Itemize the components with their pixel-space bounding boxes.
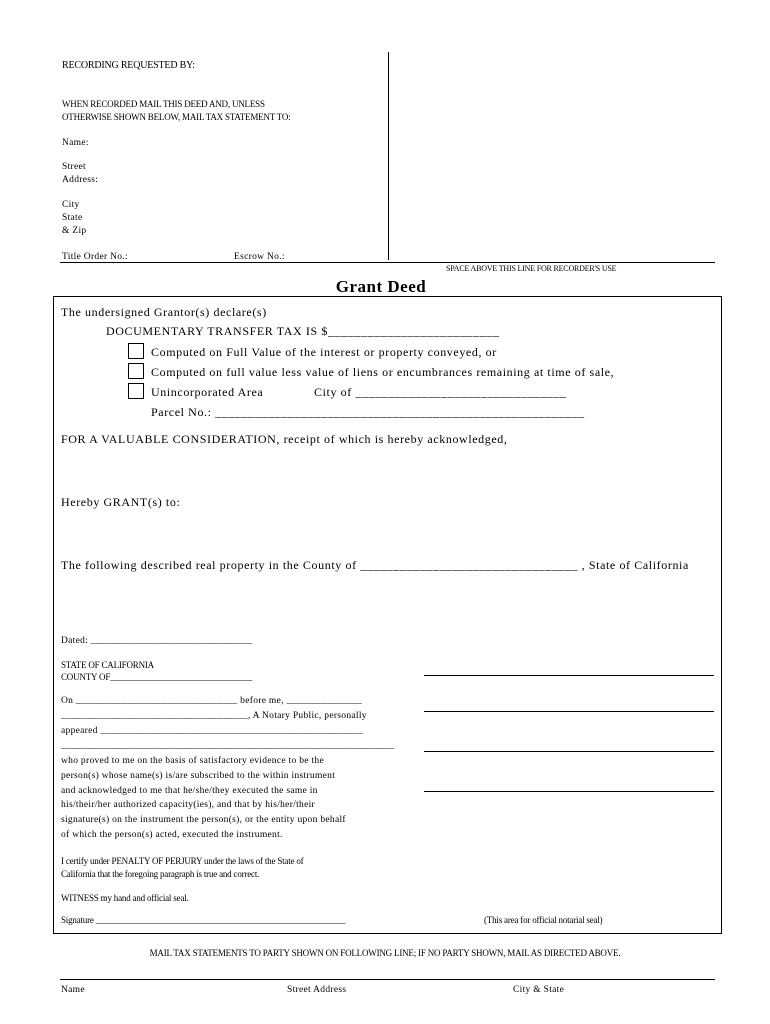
grantor-declares: The undersigned Grantor(s) declare(s) <box>61 305 267 319</box>
full-value-option: Computed on Full Value of the interest or property conveyed, or <box>151 345 497 359</box>
witness-statement: WITNESS my hand and official seal. <box>61 893 189 903</box>
footer-street-label: Street Address <box>287 985 347 995</box>
consideration-statement: FOR A VALUABLE CONSIDERATION, receipt of which is hereby acknowledged, <box>61 432 508 446</box>
proof-line: signature(s) on the instrument the person(s), or the entity upon behalf <box>61 815 346 825</box>
city-label: City <box>62 200 80 210</box>
grantor-signature-line[interactable] <box>424 711 714 712</box>
footer-city-label: City & State <box>513 985 565 995</box>
grantor-signature-line[interactable] <box>424 675 714 676</box>
proof-line: person(s) whose name(s) is/are subscribed to the within instrument <box>61 771 336 781</box>
county-line[interactable]: COUNTY OF_________________________________ <box>61 672 253 682</box>
notary-on-line[interactable]: On ________________________________ before me, _______________ <box>61 696 363 706</box>
proof-line: of which the person(s) acted, executed the instrument. <box>61 830 283 840</box>
notary-signature-line[interactable]: Signature __________________________________________________________ <box>61 915 346 925</box>
state-label: State <box>62 213 83 223</box>
recorder-line <box>60 262 715 263</box>
proof-line: and acknowledged to me that he/she/they executed the same in <box>61 786 318 796</box>
street-label: Street <box>62 162 86 172</box>
less-liens-option: Computed on full value less value of liens or encumbrances remaining at time of sale, <box>151 365 615 379</box>
grantor-signature-line[interactable] <box>424 751 714 752</box>
unincorporated-option: Unincorporated Area <box>151 385 264 399</box>
appeared-line[interactable]: appeared ____________________________________________________ <box>61 726 363 736</box>
header-divider <box>388 52 389 260</box>
transfer-tax-line[interactable]: DOCUMENTARY TRANSFER TAX IS $__________________________ <box>106 324 500 338</box>
notary-public-line[interactable]: _____________________________________, A Notary Public, personally <box>61 711 367 721</box>
mail-instructions-line-1: WHEN RECORDED MAIL THIS DEED AND, UNLESS <box>62 99 265 109</box>
unincorporated-checkbox[interactable] <box>128 383 144 399</box>
full-value-checkbox[interactable] <box>128 343 144 359</box>
recording-requested-label: RECORDING REQUESTED BY: <box>62 60 195 71</box>
state-of-california: STATE OF CALIFORNIA <box>61 660 154 670</box>
property-description-line[interactable]: The following described real property in the County of _________________________________ , State of California <box>61 558 689 572</box>
title-order-label: Title Order No.: <box>62 252 128 262</box>
grantor-signature-line[interactable] <box>424 791 714 792</box>
proof-line: his/their/her authorized capacity(ies), and that by his/her/their <box>61 800 316 810</box>
recorder-space-note: SPACE ABOVE THIS LINE FOR RECORDER'S USE <box>446 264 617 273</box>
escrow-label: Escrow No.: <box>234 252 285 262</box>
city-of-line[interactable]: City of ________________________________ <box>314 385 567 399</box>
dated-line[interactable]: Dated: ________________________________ <box>61 636 253 646</box>
perjury-line-2: California that the foregoing paragraph is true and correct. <box>61 869 260 879</box>
mail-tax-party-line[interactable] <box>60 979 715 980</box>
notarial-seal-area-label: (This area for official notarial seal) <box>484 915 603 925</box>
zip-label: & Zip <box>62 226 87 236</box>
grants-to-label: Hereby GRANT(s) to: <box>61 495 181 509</box>
proof-line: who proved to me on the basis of satisfactory evidence to be the <box>61 756 324 766</box>
name-label: Name: <box>62 138 89 148</box>
address-label: Address: <box>62 175 99 185</box>
footer-name-label: Name <box>61 985 85 995</box>
mail-tax-statement-note: MAIL TAX STATEMENTS TO PARTY SHOWN ON FOLLOWING LINE; IF NO PARTY SHOWN, MAIL AS DIRECTED ABOVE. <box>149 948 621 958</box>
less-liens-checkbox[interactable] <box>128 363 144 379</box>
parcel-no-line[interactable]: Parcel No.: ________________________________________________________ <box>151 405 585 419</box>
mail-instructions-line-2: OTHERWISE SHOWN BELOW, MAIL TAX STATEMENT TO: <box>62 112 291 122</box>
appeared-blank-line[interactable]: __________________________________________________________________ <box>61 741 395 751</box>
document-title: Grant Deed <box>335 277 427 296</box>
perjury-line-1: I certify under PENALTY OF PERJURY under the laws of the State of <box>61 856 304 866</box>
